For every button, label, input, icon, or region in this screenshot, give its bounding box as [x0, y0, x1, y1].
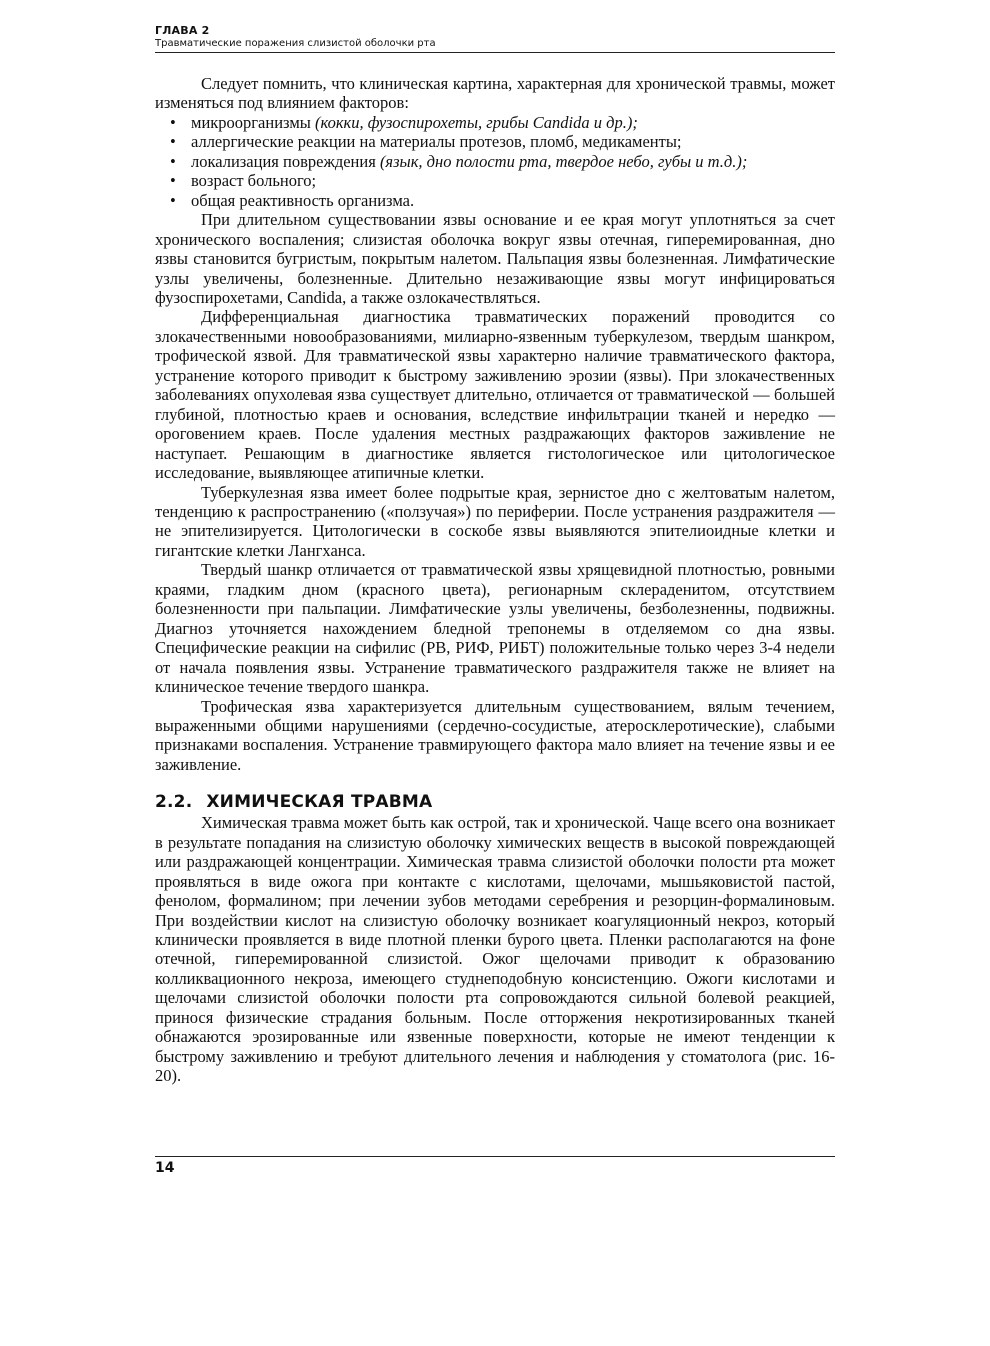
running-head [155, 24, 835, 50]
chapter-subtitle: Травматические поражения слизистой оболочки рта [155, 38, 436, 49]
section-title: ХИМИЧЕСКАЯ ТРАВМА [206, 792, 433, 813]
footer-divider [155, 1156, 835, 1157]
factors-list [155, 113, 835, 210]
list-item-text: локализация повреждения [191, 151, 380, 171]
list-item [155, 113, 835, 132]
paragraph-differential-diagnosis: Дифференциальная диагностика травматических поражений проводится со злокачественными новообразованиями, милиарно-язвенным туберкулезом, твердым шанкром, трофической язвой. Для травматической язвы характерно наличие травматического фактора, устранение которого приводит к быстрому заживлению эрозии (язвы). При злокачественных заболеваниях опухолевая язва существует длительно, отличается от травматической — большей глубиной, плотностью краев и основания, вследствие инфильтрации тканей и нередко — ороговением краев. После удаления местных раздражающих факторов заживление не наступает. Решающим в диагностике является гистологическое или цитологическое исследование, выявляющее атипичные клетки. [155, 307, 835, 483]
list-item-text: микроорганизмы [191, 112, 315, 132]
paragraph-chemical-trauma: Химическая травма может быть как острой, так и хронической. Чаще всего она возникает в результате попадания на слизистую оболочку химических веществ в высокой повреждающей или раздражающей концентрации. Химическая травма слизистой оболочки полости рта может проявляться в виде ожога при контакте с кислотами, щелочами, мышьяковистой пастой, фенолом, формалином; при лечении зубов методами серебрения и резорцин-формалиновым. При воздействии кислот на слизистую оболочку возникает коагуляционный некроз, который клинически проявляется в виде плотной пленки бурого цвета. Пленки располагаются на фоне отечной, гиперемированной слизистой. Ожог щелочами приводит к образованию колликвационного некроза, имеющего студнеподобную консистенцию. Ожоги кислотами и щелочами слизистой оболочки полости рта сопровождаются сильной болевой реакцией, принося физические страдания больным. После отторжения некротизированных тканей обнажаются эрозированные или язвенные поверхности, которые не имеют тенденции к быстрому заживлению и требуют длительного лечения и наблюдения у стоматолога (рис. 16-20). [155, 813, 835, 1086]
list-item-text: возраст больного; [191, 171, 317, 191]
list-item-text: аллергические реакции на материалы протезов, пломб, медикаменты; [191, 132, 682, 152]
paragraph-trophic-ulcer: Трофическая язва характеризуется длительным существованием, вялым течением, выраженными общими нарушениями (сердечно-сосудистые, атеросклеротические), слабыми признаками воспаления. Устранение травмирующего фактора мало влияет на течение язвы и ее заживление. [155, 696, 835, 774]
list-item-text: общая реактивность организма. [191, 190, 415, 210]
list-item-note: (язык, дно полости рта, твердое небо, губы и т.д.); [379, 151, 748, 171]
paragraph-tuberculous-ulcer: Туберкулезная язва имеет более подрытые края, зернистое дно с желтоватым налетом, тенденцию к распространению («ползучая») по периферии. После устранения раздражителя — не эпителизируется. Цитологически в соскобе язвы выявляются эпителиоидные клетки и гигантские клетки Лангханса. [155, 482, 835, 560]
section-number: 2.2. [155, 792, 193, 813]
list-item-note: (кокки, фузоспирохеты, грибы Candida и др.); [314, 112, 638, 132]
intro-paragraph: Следует помнить, что клиническая картина, характерная для хронической травмы, может изменяться под влиянием факторов: [155, 74, 835, 113]
paragraph-hard-chancre: Твердый шанкр отличается от травматической язвы хрящевидной плотностью, ровными краями, гладким дном (красного цвета), регионарным склераденитом, отсутствием болезненности при пальпации. Лимфатические узлы увеличены, безболезненны, подвижны. Диагноз уточняется нахождением бледной трепонемы в отделяемом со дна язвы. Специфические реакции на сифилис (РВ, РИФ, РИБТ) положительные только через 3-4 недели от начала появления язвы. Устранение травматического раздражителя также не влияет на клиническое течение твердого шанкра. [155, 560, 835, 697]
list-item [155, 171, 835, 190]
header-divider [155, 52, 835, 53]
main-text [155, 74, 835, 1086]
page-number: 14 [155, 1160, 175, 1176]
list-item [155, 132, 835, 151]
list-item [155, 191, 835, 210]
paragraph-chronic-ulcer: При длительном существовании язвы основание и ее края могут уплотняться за счет хронического воспаления; слизистая оболочка вокруг язвы отечная, гиперемированная, дно язвы становится бугристым, покрытым налетом. Пальпация язвы болезненная. Лимфатические узлы увеличены, болезненные. Длительно незаживающие язвы могут инфицироваться фузоспирохетами, Candida, а также озлокачествляться. [155, 210, 835, 307]
chapter-label: ГЛАВА 2 [155, 24, 210, 37]
list-item [155, 152, 835, 171]
section-heading [155, 792, 835, 813]
